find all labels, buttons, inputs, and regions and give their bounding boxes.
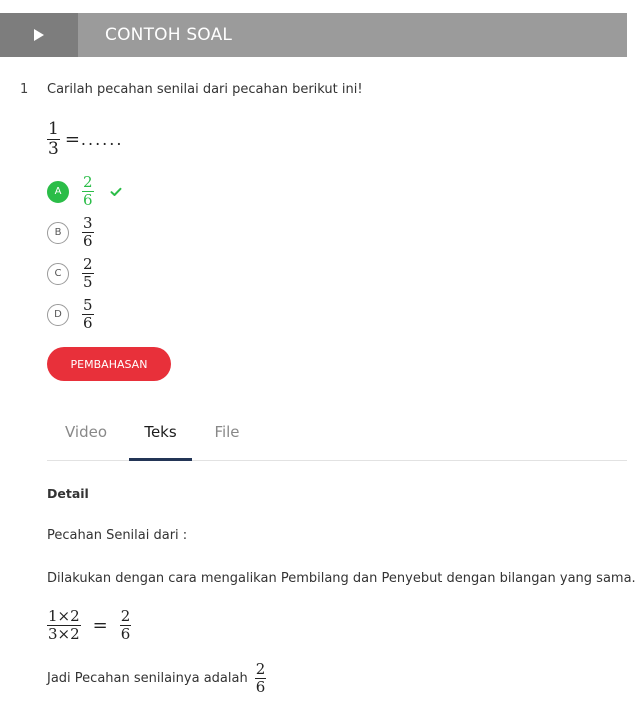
question-number: 1 (20, 82, 29, 97)
option-c-circle[interactable]: C (47, 263, 69, 285)
play-button[interactable] (0, 13, 78, 57)
fraction-numerator: 1 (48, 119, 59, 139)
equals-sign: = (92, 615, 108, 636)
fraction-denominator: 6 (83, 314, 93, 332)
fraction-numerator: 2 (83, 255, 93, 273)
play-icon (33, 28, 45, 42)
option-c-fraction (82, 257, 94, 290)
option-a-fraction (82, 175, 94, 208)
fraction-numerator: 3 (83, 214, 93, 232)
calculation-expression (47, 609, 131, 642)
option-a[interactable] (47, 175, 122, 208)
option-a-circle[interactable]: A (47, 181, 69, 203)
fraction-denominator: 6 (83, 232, 93, 250)
question-expression (47, 121, 123, 158)
question-fraction (47, 121, 60, 158)
tab-file[interactable]: File (214, 423, 240, 441)
detail-line-1: Pecahan Senilai dari : (47, 528, 188, 543)
option-b[interactable] (47, 216, 94, 249)
header-bar (0, 13, 627, 57)
tab-bar (47, 420, 627, 461)
option-d-fraction (82, 298, 94, 331)
question-text: Carilah pecahan senilai dari pecahan berikut ini! (47, 82, 363, 97)
fraction-denominator: 6 (120, 625, 131, 643)
option-c[interactable] (47, 257, 94, 290)
pembahasan-button[interactable]: PEMBAHASAN (47, 347, 171, 381)
page-title: CONTOH SOAL (105, 25, 233, 45)
fraction-numerator: 2 (120, 607, 131, 625)
detail-heading: Detail (47, 486, 89, 501)
fraction-denominator: 6 (83, 191, 93, 209)
conclusion-text: Jadi Pecahan senilainya adalah (47, 671, 248, 686)
fraction-numerator: 5 (83, 296, 93, 314)
active-tab-indicator (129, 458, 192, 461)
option-d-circle[interactable]: D (47, 304, 69, 326)
conclusion-fraction (255, 662, 267, 695)
detail-line-2: Dilakukan dengan cara mengalikan Pembilang dan Penyebut dengan bilangan yang sama. (47, 571, 636, 586)
option-d[interactable] (47, 298, 94, 331)
calc-left-fraction (47, 609, 81, 642)
fraction-numerator: 1×2 (48, 607, 80, 625)
fraction-denominator: 6 (255, 678, 266, 696)
fraction-denominator: 3 (48, 139, 59, 159)
fraction-numerator: 2 (255, 660, 266, 678)
tab-video[interactable]: Video (64, 423, 108, 441)
tab-teks[interactable]: Teks (144, 423, 177, 441)
calc-right-fraction (120, 609, 132, 642)
option-b-fraction (82, 216, 94, 249)
check-icon (110, 187, 122, 197)
fraction-numerator: 2 (83, 173, 93, 191)
fraction-denominator: 5 (83, 273, 93, 291)
fraction-denominator: 3×2 (48, 625, 80, 643)
conclusion-line (47, 662, 266, 695)
equals-sign: = (64, 129, 80, 150)
option-b-circle[interactable]: B (47, 222, 69, 244)
blank-dots: ...... (80, 130, 124, 149)
